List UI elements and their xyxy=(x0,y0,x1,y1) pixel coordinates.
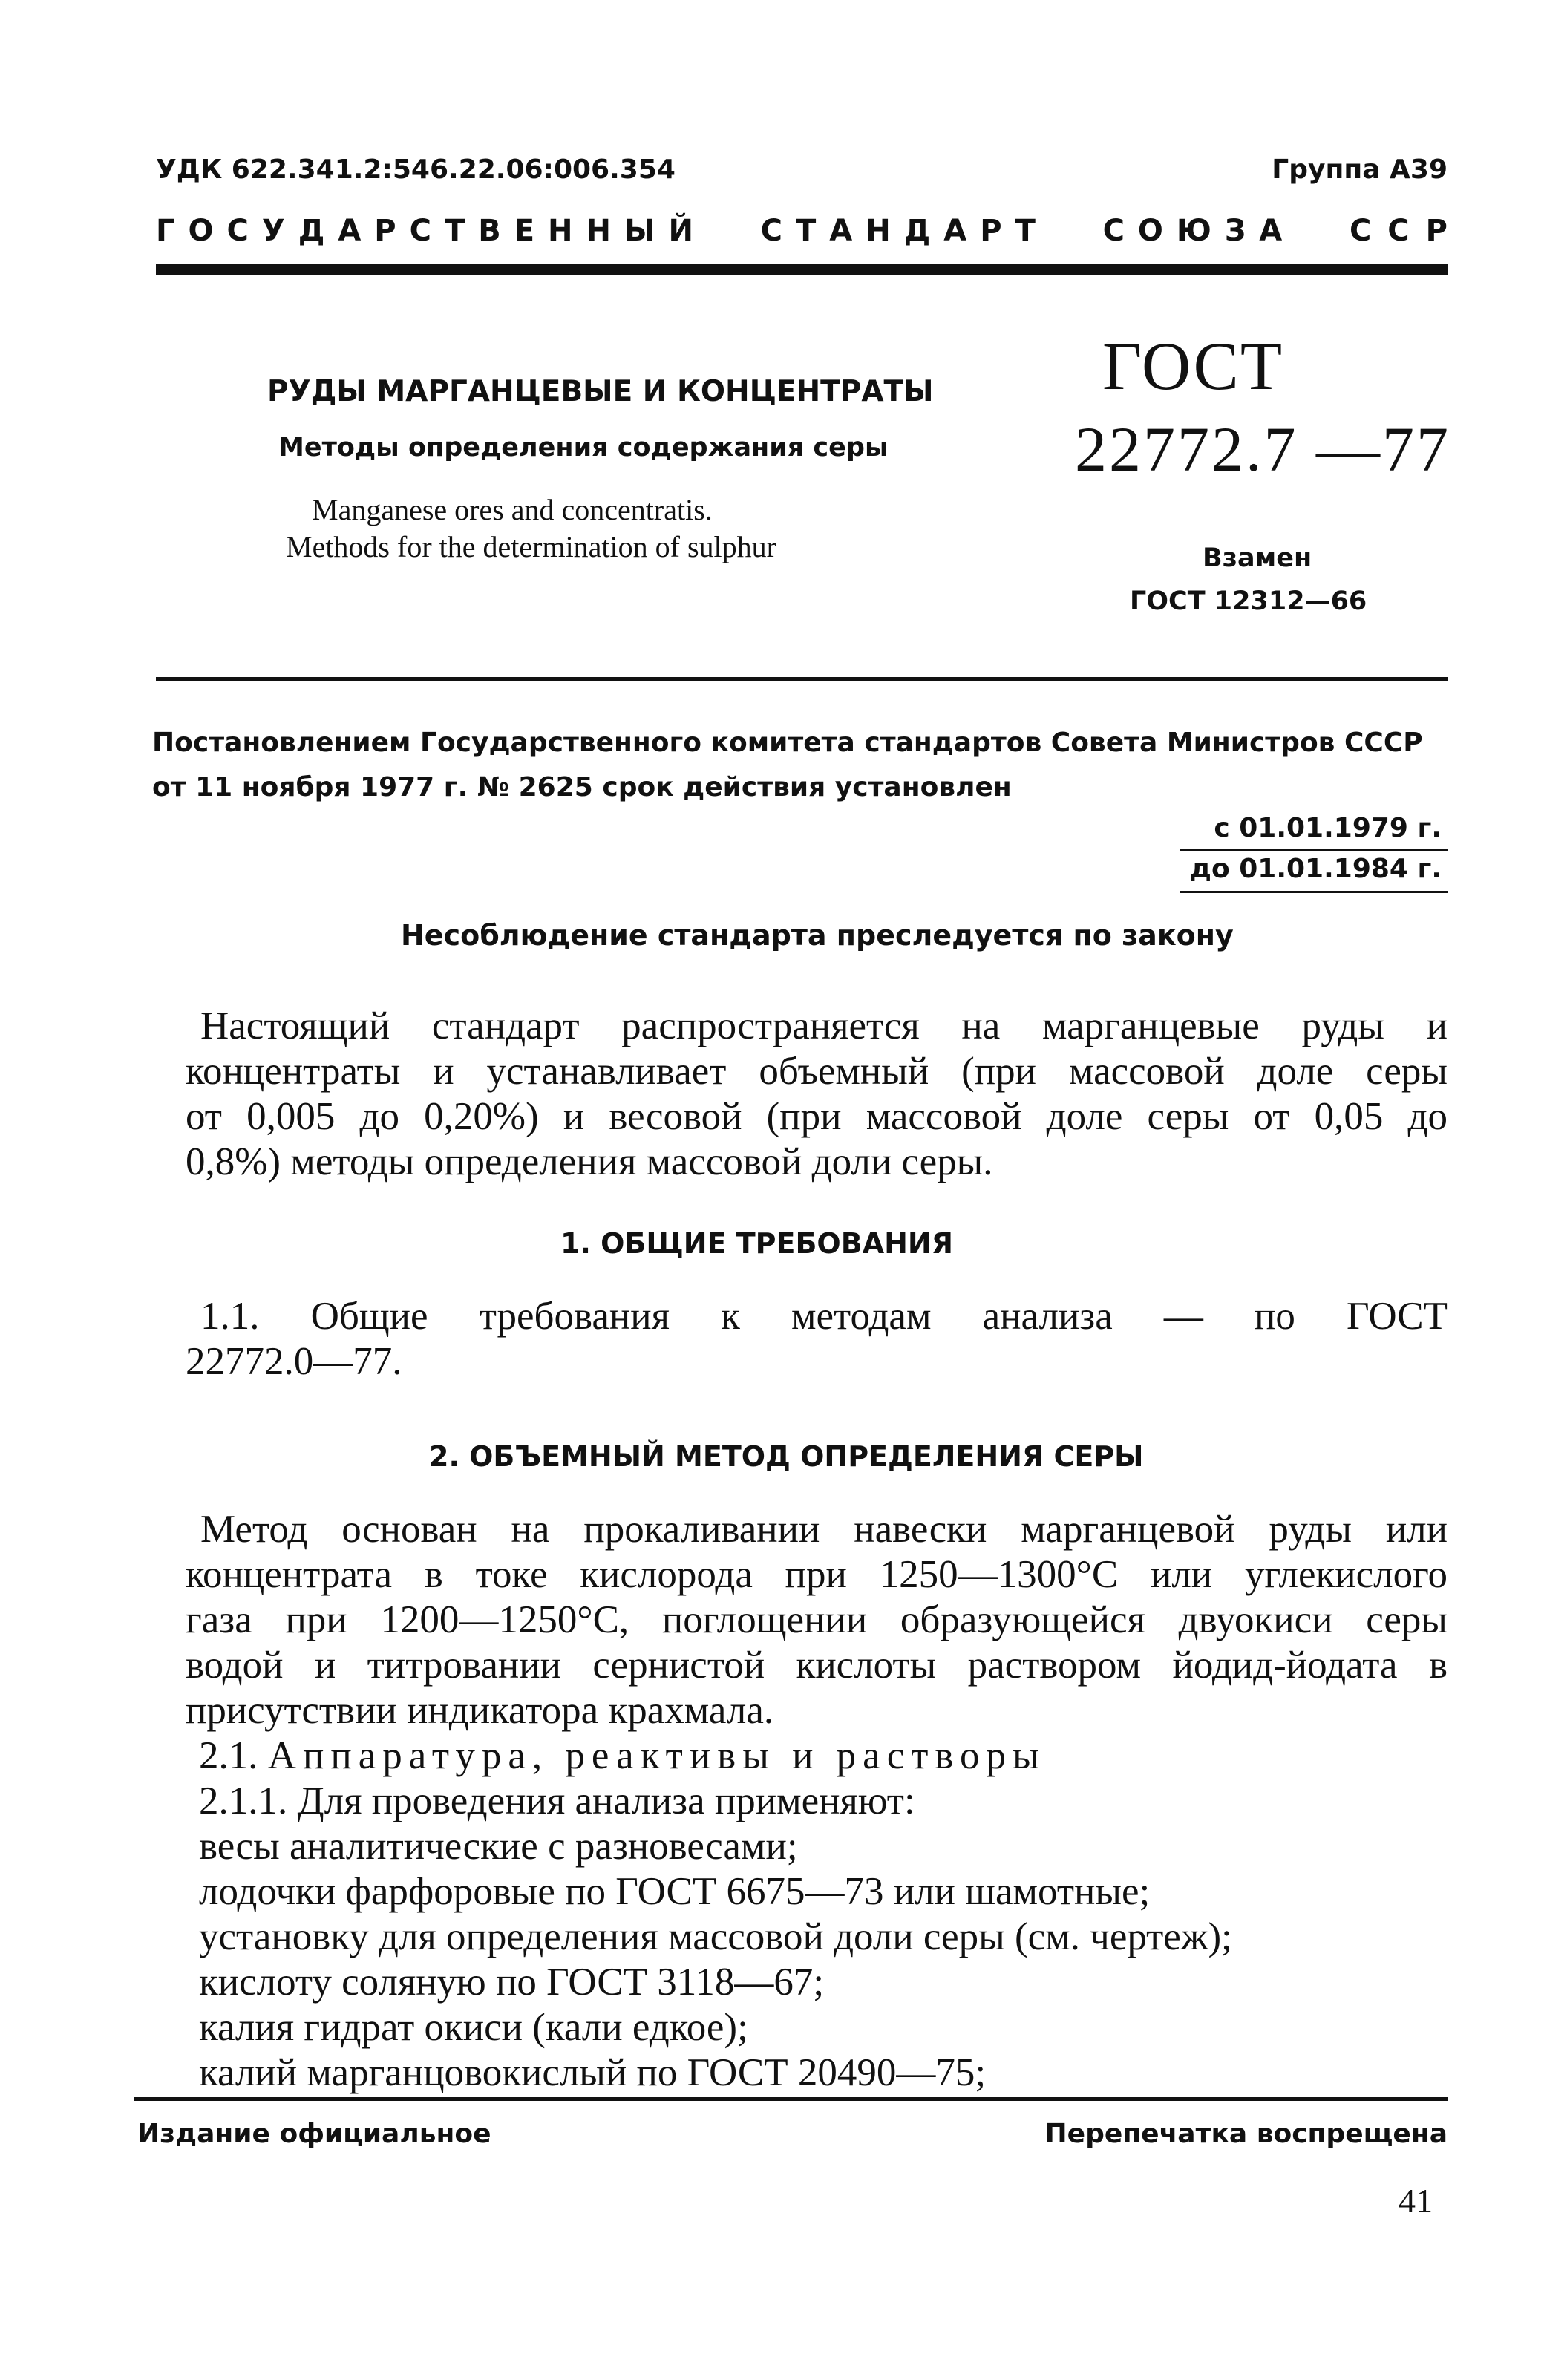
text-line: Метод основан на прокаливании навески марганцевой руды или xyxy=(200,1508,1448,1551)
section1-paragraph xyxy=(186,1294,1448,1384)
text-line: газа при 1200—1250°С, поглощении образующейся двуокиси серы xyxy=(186,1598,1448,1641)
text-line: Настоящий стандарт распространяется на марганцевые руды и xyxy=(200,1004,1448,1047)
decree-line: от 11 ноября 1977 г. № 2625 срок действия установлен xyxy=(152,772,1012,802)
list-item: лодочки фарфоровые по ГОСТ 6675—73 или шамотные; xyxy=(199,1870,1151,1913)
text-line: 22772.0—77. xyxy=(186,1340,402,1383)
text-line: концентраты и устанавливает объемный (при массовой доле серы xyxy=(186,1050,1448,1093)
text-line: от 0,005 до 0,20%) и весовой (при массовой доле серы от 0,05 до xyxy=(186,1095,1448,1138)
intro-paragraph xyxy=(186,1004,1448,1185)
text-line: 0,8%) методы определения массовой доли серы. xyxy=(186,1140,993,1183)
list-item: установку для определения массовой доли серы (см. чертеж); xyxy=(199,1915,1232,1958)
replaces-gost: ГОСТ 12312—66 xyxy=(1130,586,1367,616)
date-underline xyxy=(1180,891,1448,893)
section-heading: 2. ОБЪЕМНЫЙ МЕТОД ОПРЕДЕЛЕНИЯ СЕРЫ xyxy=(429,1440,1144,1473)
header-rule xyxy=(156,264,1448,275)
list-item: кислоту соляную по ГОСТ 3118—67; xyxy=(199,1961,825,2004)
banner-word: СТАНДАРТ xyxy=(760,214,1049,248)
text-line: концентрата в токе кислорода при 1250—1300°С или углекислого xyxy=(186,1553,1448,1596)
subsection-number: 2.1. xyxy=(199,1734,258,1777)
list-item: калий марганцовокислый по ГОСТ 20490—75; xyxy=(199,2051,987,2094)
banner-word: ГОСУДАРСТВЕННЫЙ xyxy=(156,214,707,248)
text-line: 2.1.1. Для проведения анализа применяют: xyxy=(199,1779,915,1822)
udk-code: УДК 622.341.2:546.22.06:006.354 xyxy=(156,154,676,185)
section-heading: 1. ОБЩИЕ ТРЕБОВАНИЯ xyxy=(560,1227,953,1260)
page-number: 41 xyxy=(1399,2182,1433,2220)
effective-date-from: с 01.01.1979 г. xyxy=(1214,813,1442,843)
date-underline xyxy=(1180,849,1448,851)
text-line: присутствии индикатора крахмала. xyxy=(186,1689,774,1732)
decree-line: Постановлением Государственного комитета стандартов Совета Министров СССР xyxy=(152,728,1423,758)
text-line: 1.1. Общие требования к методам анализа — по ГОСТ xyxy=(200,1295,1448,1338)
english-title-line2: Methods for the determination of sulphur xyxy=(286,530,776,563)
document-subtitle: Методы определения содержания серы xyxy=(278,433,889,462)
subsection-title xyxy=(186,1733,1448,1779)
list-item: весы аналитические с разновесами; xyxy=(199,1825,798,1868)
title-rule xyxy=(156,677,1448,681)
footer-official-edition: Издание официальное xyxy=(137,2119,491,2149)
english-title-line1: Manganese ores and concentratis. xyxy=(312,493,713,526)
standard-banner xyxy=(156,214,1464,248)
group-code: Группа А39 xyxy=(1272,154,1448,185)
text-line: водой и титровании сернистой кислоты раствором йодид-йодата в xyxy=(186,1644,1448,1687)
document-title: РУДЫ МАРГАНЦЕВЫЕ И КОНЦЕНТРАТЫ xyxy=(267,375,934,408)
subsection-label: Аппаратура, реактивы и растворы xyxy=(267,1734,1046,1777)
legal-notice: Несоблюдение стандарта преследуется по закону xyxy=(401,919,1234,952)
effective-date-to: до 01.01.1984 г. xyxy=(1189,854,1442,884)
gost-label: ГОСТ xyxy=(1102,328,1284,404)
section2-paragraph xyxy=(186,1507,1448,2096)
banner-word: СОЮЗА xyxy=(1102,214,1296,248)
replaces-label: Взамен xyxy=(1203,543,1312,573)
list-item: калия гидрат окиси (кали едкое); xyxy=(199,2006,748,2049)
banner-word: ССР xyxy=(1349,214,1464,248)
footer-reprint-prohibited: Перепечатка воспрещена xyxy=(1044,2119,1448,2149)
footer-rule xyxy=(134,2097,1448,2101)
gost-number: 22772.7 —77 xyxy=(1075,413,1450,485)
